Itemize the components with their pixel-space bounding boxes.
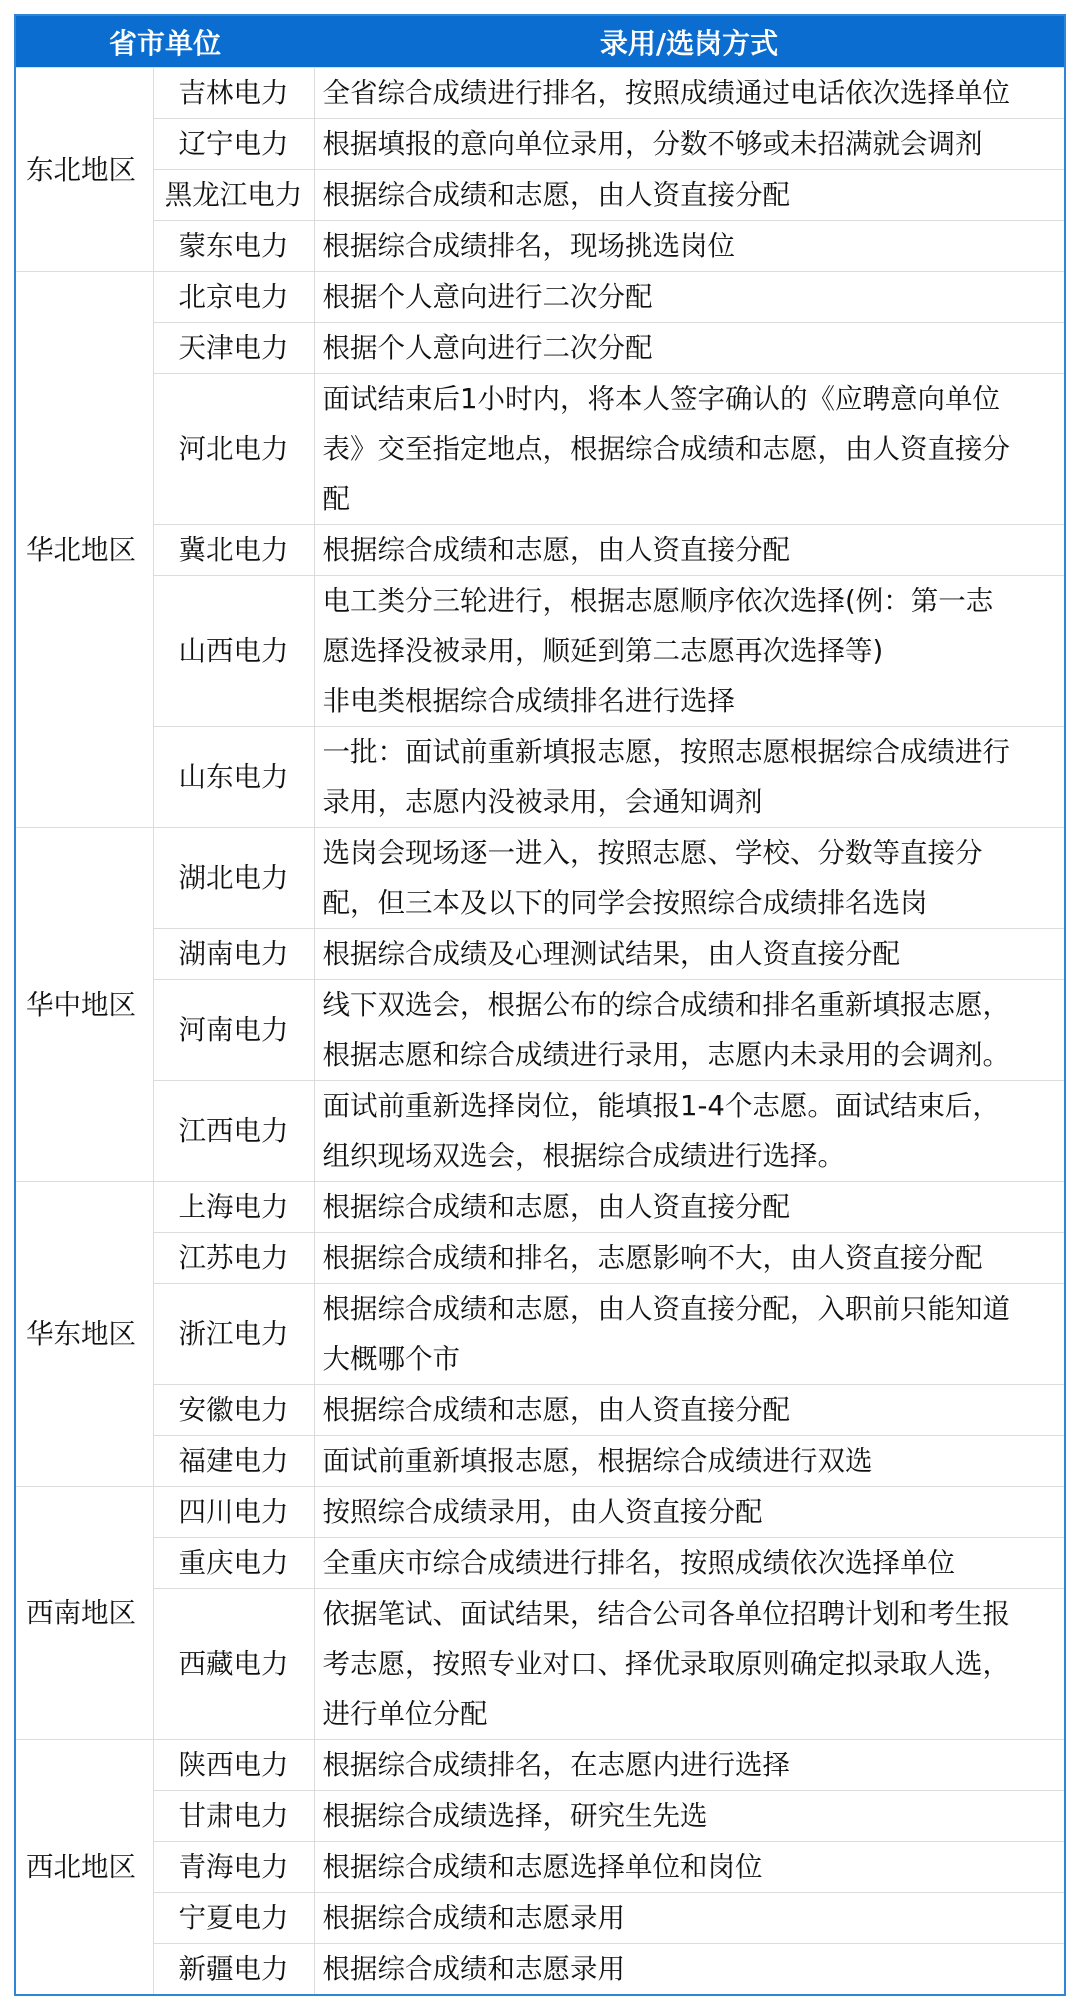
table-row xyxy=(15,1538,1065,1589)
region-cell: 东北地区 xyxy=(15,68,153,272)
table-row xyxy=(15,272,1065,323)
header-unit: 省市单位 xyxy=(15,15,314,68)
table-row xyxy=(15,576,1065,727)
table-row xyxy=(15,221,1065,272)
unit-cell: 冀北电力 xyxy=(153,525,314,576)
method-cell: 根据个人意向进行二次分配 xyxy=(314,272,1065,323)
table-row xyxy=(15,929,1065,980)
table-row xyxy=(15,1182,1065,1233)
region-cell: 西北地区 xyxy=(15,1740,153,1996)
unit-cell: 辽宁电力 xyxy=(153,119,314,170)
method-cell: 一批：面试前重新填报志愿，按照志愿根据综合成绩进行 录用，志愿内没被录用，会通知调剂 xyxy=(314,727,1065,828)
unit-cell: 陕西电力 xyxy=(153,1740,314,1791)
table-row xyxy=(15,1791,1065,1842)
unit-cell: 安徽电力 xyxy=(153,1385,314,1436)
region-cell: 西南地区 xyxy=(15,1487,153,1740)
method-cell: 根据综合成绩和志愿，由人资直接分配 xyxy=(314,170,1065,221)
table-header xyxy=(15,15,1065,68)
table-row xyxy=(15,1740,1065,1791)
method-cell: 根据综合成绩及心理测试结果，由人资直接分配 xyxy=(314,929,1065,980)
table-row xyxy=(15,1284,1065,1385)
table-row xyxy=(15,1233,1065,1284)
unit-cell: 黑龙江电力 xyxy=(153,170,314,221)
method-cell: 根据填报的意向单位录用，分数不够或未招满就会调剂 xyxy=(314,119,1065,170)
unit-cell: 吉林电力 xyxy=(153,68,314,119)
unit-cell: 山西电力 xyxy=(153,576,314,727)
unit-cell: 重庆电力 xyxy=(153,1538,314,1589)
table-row xyxy=(15,170,1065,221)
unit-cell: 新疆电力 xyxy=(153,1944,314,1996)
table-row xyxy=(15,1944,1065,1996)
method-cell: 根据综合成绩和志愿，由人资直接分配 xyxy=(314,1182,1065,1233)
method-cell: 根据综合成绩和志愿选择单位和岗位 xyxy=(314,1842,1065,1893)
method-cell: 面试结束后1小时内，将本人签字确认的《应聘意向单位 表》交至指定地点，根据综合成绩和志愿，由人资直接分 配 xyxy=(314,374,1065,525)
method-cell: 选岗会现场逐一进入，按照志愿、学校、分数等直接分 配，但三本及以下的同学会按照综合成绩排名选岗 xyxy=(314,828,1065,929)
unit-cell: 蒙东电力 xyxy=(153,221,314,272)
unit-cell: 浙江电力 xyxy=(153,1284,314,1385)
table-row xyxy=(15,1385,1065,1436)
table-row xyxy=(15,828,1065,929)
unit-cell: 河南电力 xyxy=(153,980,314,1081)
table-row xyxy=(15,980,1065,1081)
region-cell: 华中地区 xyxy=(15,828,153,1182)
unit-cell: 北京电力 xyxy=(153,272,314,323)
table-row xyxy=(15,727,1065,828)
unit-cell: 青海电力 xyxy=(153,1842,314,1893)
unit-cell: 上海电力 xyxy=(153,1182,314,1233)
unit-cell: 天津电力 xyxy=(153,323,314,374)
unit-cell: 山东电力 xyxy=(153,727,314,828)
method-cell: 全重庆市综合成绩进行排名，按照成绩依次选择单位 xyxy=(314,1538,1065,1589)
method-cell: 根据综合成绩选择，研究生先选 xyxy=(314,1791,1065,1842)
method-cell: 根据综合成绩和志愿，由人资直接分配 xyxy=(314,1385,1065,1436)
method-cell: 根据综合成绩和志愿，由人资直接分配，入职前只能知道 大概哪个市 xyxy=(314,1284,1065,1385)
method-cell: 按照综合成绩录用，由人资直接分配 xyxy=(314,1487,1065,1538)
table-row xyxy=(15,1487,1065,1538)
unit-cell: 江西电力 xyxy=(153,1081,314,1182)
table-row xyxy=(15,374,1065,525)
method-cell: 根据综合成绩和志愿录用 xyxy=(314,1893,1065,1944)
table-row xyxy=(15,1436,1065,1487)
method-cell: 面试前重新选择岗位，能填报1-4个志愿。面试结束后， 组织现场双选会，根据综合成绩进行选择。 xyxy=(314,1081,1065,1182)
method-cell: 根据综合成绩和排名，志愿影响不大，由人资直接分配 xyxy=(314,1233,1065,1284)
method-cell: 依据笔试、面试结果，结合公司各单位招聘计划和考生报 考志愿，按照专业对口、择优录取原则确定拟录取人选， 进行单位分配 xyxy=(314,1589,1065,1740)
method-cell: 线下双选会，根据公布的综合成绩和排名重新填报志愿， 根据志愿和综合成绩进行录用，志愿内未录用的会调剂。 xyxy=(314,980,1065,1081)
table-row xyxy=(15,119,1065,170)
recruitment-table xyxy=(14,14,1066,1996)
table-row xyxy=(15,1589,1065,1740)
table-row xyxy=(15,1081,1065,1182)
method-cell: 全省综合成绩进行排名，按照成绩通过电话依次选择单位 xyxy=(314,68,1065,119)
method-cell: 根据综合成绩和志愿，由人资直接分配 xyxy=(314,525,1065,576)
unit-cell: 甘肃电力 xyxy=(153,1791,314,1842)
unit-cell: 湖北电力 xyxy=(153,828,314,929)
table-row xyxy=(15,323,1065,374)
method-cell: 电工类分三轮进行，根据志愿顺序依次选择(例：第一志 愿选择没被录用，顺延到第二志愿再次选择等) 非电类根据综合成绩排名进行选择 xyxy=(314,576,1065,727)
header-method: 录用/选岗方式 xyxy=(314,15,1065,68)
unit-cell: 湖南电力 xyxy=(153,929,314,980)
table-row xyxy=(15,525,1065,576)
method-cell: 根据综合成绩排名，现场挑选岗位 xyxy=(314,221,1065,272)
region-cell: 华北地区 xyxy=(15,272,153,828)
region-cell: 华东地区 xyxy=(15,1182,153,1487)
unit-cell: 四川电力 xyxy=(153,1487,314,1538)
method-cell: 面试前重新填报志愿，根据综合成绩进行双选 xyxy=(314,1436,1065,1487)
unit-cell: 西藏电力 xyxy=(153,1589,314,1740)
table-row xyxy=(15,1842,1065,1893)
unit-cell: 福建电力 xyxy=(153,1436,314,1487)
method-cell: 根据个人意向进行二次分配 xyxy=(314,323,1065,374)
unit-cell: 江苏电力 xyxy=(153,1233,314,1284)
unit-cell: 河北电力 xyxy=(153,374,314,525)
method-cell: 根据综合成绩和志愿录用 xyxy=(314,1944,1065,1996)
unit-cell: 宁夏电力 xyxy=(153,1893,314,1944)
table-row xyxy=(15,68,1065,119)
method-cell: 根据综合成绩排名，在志愿内进行选择 xyxy=(314,1740,1065,1791)
table-row xyxy=(15,1893,1065,1944)
